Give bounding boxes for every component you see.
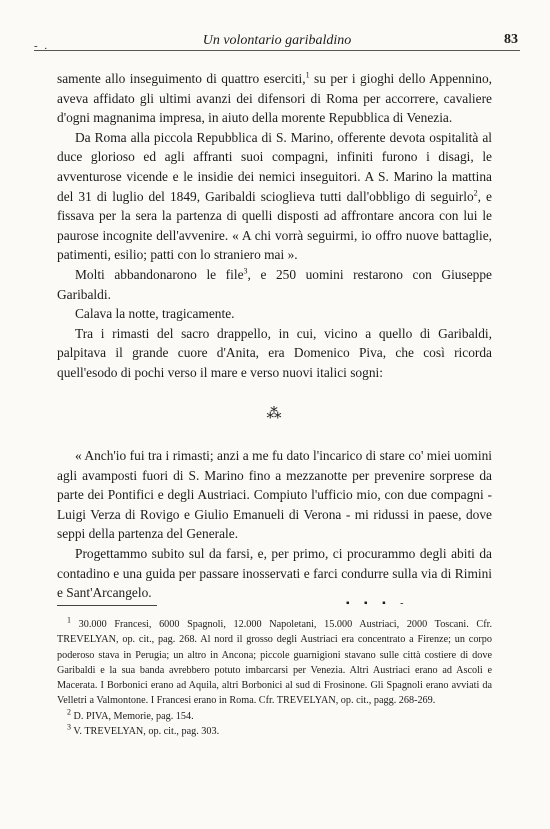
- footnote-2: $^2$ D. PIVA, Memorie, pag. 154.: [67, 707, 194, 722]
- running-header: [34, 30, 520, 51]
- paragraph-1: samente allo inseguimento di quattro eserciti,$^1$ su per i gioghi dello Appennino, aveva affidato gli ultimi avanzi dei difensori di Roma per accorrere, cavaliere d'ogni magnanima impresa, in aiuto della morente Repubblica di Venezia.: [57, 70, 492, 126]
- footnote-divider: [57, 605, 157, 606]
- paragraph-2: Da Roma alla piccola Repubblica di S. Marino, offerente devota ospitalità al duce glorioso ed agli affranti suoi compagni, infiniti furono i disagi, le avventurose vicende e le insidie dei nemici inseguitori. A S. Marino la mattina del 31 di luglio del 1849, Garibaldi scioglieva tutti dall'obbligo di seguirlo$^2$, e fissava per la sera la partenza di quelli disposti ad affrontare ancora con lui le paurose incognite dell'avvenire. « A chi vorrà seguirmi, io offro nuove battaglie, patimenti, esilio; patti con lo straniero mai ».: [57, 129, 492, 263]
- paragraph-7: Progettammo subito sul da farsi, e, per primo, ci procurammo degli abiti da contadino e una guida per passare inosservati e farci condurre sulla via di Rimini e Sant'Arcangelo.: [57, 546, 492, 601]
- footnote-marks: ▪ ▪ ▪ -: [346, 598, 410, 609]
- footnote-ref-2: 2: [473, 188, 478, 198]
- footnote-3: $^3$ V. TREVELYAN, op. cit., pag. 303.: [67, 722, 220, 738]
- main-text: [57, 69, 492, 603]
- paragraph-6: « Anch'io fui tra i rimasti; anzi a me fu dato l'incarico di stare co' miei uomini agli avamposti fuori di S. Marino fino a mezzanotte per prevenire sorprese da parte dei Pontifici e degli Austriaci. Compiuto l'ufficio mio, con due compagni - Luigi Verza di Rovigo e Giulio Emanueli di Verona - mi ridussi in paese, dove seppi della partenza del Generale.: [57, 448, 492, 542]
- paragraph-4: Calava la notte, tragicamente.: [75, 306, 235, 322]
- header-left-mark: - .: [34, 40, 50, 52]
- footnote-ref-3: 3: [243, 266, 248, 276]
- footnotes: [57, 617, 492, 739]
- footnote-ref-1: 1: [305, 70, 310, 80]
- asterism-separator: ⁂: [266, 405, 283, 422]
- page-number: 83: [504, 32, 518, 47]
- footnote-1: $^1$ 30.000 Francesi, 6000 Spagnoli, 12.000 Napoletani, 15.000 Austriaci, 2000 Toscani. Cfr. TREVELYAN, op. cit., pag. 268. Al nord il grosso degli Austriaci era concentrato a Firenze; un corpo poderoso stava in Perugia; un altro in Ancona; piccole guarnigioni stavano sulle città costiere di dove Garibaldi e la sua banda avrebbero potuto imbarcarsi per Venezia. Altri Austriaci erano ad Ascoli e Macerata. I Borbonici erano ad Aquila, altri Borbonici al sud di Frosinone. Gli Spagnoli erano avviati da Velletri a Valmontone. I Francesi erano in Roma. Cfr. TREVELYAN, op. cit., pagg. 268-269.: [57, 615, 492, 707]
- paragraph-3: Molti abbandonarono le file$^3$, e 250 uomini restarono con Giuseppe Garibaldi.: [57, 266, 492, 302]
- running-title: Un volontario garibaldino: [202, 33, 352, 48]
- paragraph-5: Tra i rimasti del sacro drappello, in cui, vicino a quello di Garibaldi, palpitava il grande cuore d'Anita, era Domenico Piva, che così ricorda quell'esodo di pochi verso il mare e verso nuovi italici sogni:: [57, 325, 492, 380]
